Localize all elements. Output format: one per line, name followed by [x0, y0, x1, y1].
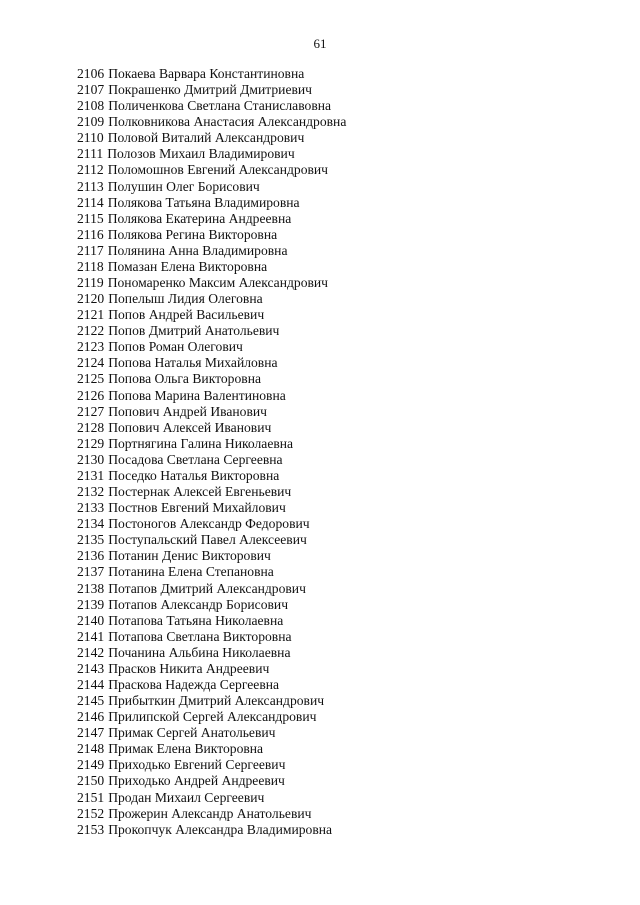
entry-full-name: Примак Сергей Анатольевич: [108, 725, 276, 741]
list-item: [77, 452, 346, 468]
entry-full-name: Поступальский Павел Алексеевич: [108, 532, 307, 548]
entry-full-name: Покаева Варвара Константиновна: [108, 66, 305, 81]
entry-full-name: Посадова Светлана Сергеевна: [108, 451, 283, 467]
entry-number: 2138: [77, 580, 105, 596]
list-item: [77, 307, 346, 323]
entry-number: 2106: [77, 66, 105, 81]
list-item: [77, 773, 346, 789]
entry-number: 2145: [77, 693, 105, 709]
list-item: [77, 790, 346, 806]
entry-full-name: Половой Виталий Александрович: [107, 130, 305, 146]
list-item: [77, 516, 346, 532]
entry-number: 2109: [77, 114, 105, 130]
entry-full-name: Потапова Татьяна Николаевна: [108, 612, 284, 628]
entry-full-name: Полозов Михаил Владимирович: [107, 146, 295, 162]
list-item: [77, 757, 346, 773]
entry-number: 2148: [77, 741, 105, 757]
entry-number: 2139: [77, 596, 105, 612]
list-item: [77, 371, 346, 387]
entry-number: 2126: [77, 387, 105, 403]
entry-full-name: Потапова Светлана Викторовна: [108, 628, 292, 644]
entry-full-name: Прокопчук Александра Владимировна: [108, 821, 333, 837]
entry-full-name: Попов Дмитрий Анатольевич: [108, 323, 280, 339]
entry-full-name: Полковникова Анастасия Александровна: [108, 114, 347, 130]
list-item: [77, 162, 346, 178]
entry-full-name: Прожерин Александр Анатольевич: [108, 805, 312, 821]
list-item: [77, 725, 346, 741]
list-item: [77, 404, 346, 420]
entry-full-name: Постоногов Александр Федорович: [108, 516, 310, 532]
entry-number: 2133: [77, 500, 105, 516]
entry-number: 2132: [77, 484, 105, 500]
list-item: [77, 82, 346, 98]
entry-full-name: Попович Алексей Иванович: [108, 419, 272, 435]
page-number: 61: [313, 36, 327, 51]
list-item: [77, 275, 346, 291]
entry-number: 2134: [77, 516, 105, 532]
entry-number: 2110: [77, 130, 104, 146]
entry-number: 2152: [77, 805, 105, 821]
entry-full-name: Портнягина Галина Николаевна: [108, 435, 294, 451]
entry-full-name: Поседко Наталья Викторовна: [108, 467, 280, 483]
list-item: [77, 629, 346, 645]
list-item: [77, 98, 346, 114]
entry-full-name: Покрашенко Дмитрий Дмитриевич: [108, 82, 313, 98]
name-list: [77, 66, 346, 838]
list-item: [77, 468, 346, 484]
list-item: [77, 420, 346, 436]
list-item: [77, 355, 346, 371]
entry-number: 2140: [77, 612, 105, 628]
entry-number: 2129: [77, 435, 105, 451]
entry-number: 2123: [77, 339, 105, 355]
entry-full-name: Приходько Евгений Сергеевич: [108, 757, 286, 773]
entry-full-name: Продан Михаил Сергеевич: [108, 789, 265, 805]
list-item: [77, 564, 346, 580]
entry-full-name: Приходько Андрей Андреевич: [108, 773, 285, 789]
entry-number: 2143: [77, 660, 105, 676]
entry-full-name: Потанина Елена Степановна: [108, 564, 274, 580]
entry-full-name: Пономаренко Максим Александрович: [107, 275, 329, 291]
list-item: [77, 822, 346, 838]
entry-number: 2125: [77, 371, 105, 387]
entry-full-name: Полянина Анна Владимировна: [107, 242, 288, 258]
list-item: [77, 130, 346, 146]
list-item: [77, 645, 346, 661]
entry-full-name: Потанин Денис Викторович: [108, 548, 271, 564]
list-item: [77, 597, 346, 613]
entry-full-name: Прасков Никита Андреевич: [108, 660, 270, 676]
entry-full-name: Полякова Регина Викторовна: [107, 226, 278, 242]
entry-full-name: Постнов Евгений Михайлович: [108, 500, 286, 516]
entry-number: 2107: [77, 82, 105, 98]
entry-number: 2115: [77, 210, 104, 226]
entry-number: 2128: [77, 419, 105, 435]
list-item: [77, 693, 346, 709]
entry-number: 2117: [77, 242, 104, 258]
entry-number: 2131: [77, 467, 105, 483]
entry-number: 2111: [77, 146, 104, 162]
list-item: [77, 677, 346, 693]
entry-full-name: Прибыткин Дмитрий Александрович: [108, 693, 325, 709]
list-item: [77, 323, 346, 339]
entry-number: 2122: [77, 323, 105, 339]
list-item: [77, 339, 346, 355]
entry-number: 2137: [77, 564, 105, 580]
entry-number: 2150: [77, 773, 105, 789]
entry-full-name: Потапов Александр Борисович: [108, 596, 289, 612]
list-item: [77, 613, 346, 629]
list-item: [77, 741, 346, 757]
list-item: [77, 661, 346, 677]
entry-number: 2112: [77, 162, 104, 178]
entry-number: 2146: [77, 709, 105, 725]
entry-number: 2136: [77, 548, 105, 564]
entry-full-name: Попова Ольга Викторовна: [108, 371, 261, 387]
list-item: [77, 548, 346, 564]
entry-number: 2144: [77, 676, 105, 692]
list-item: [77, 709, 346, 725]
list-item: [77, 211, 346, 227]
entry-full-name: Полякова Екатерина Андреевна: [107, 210, 292, 226]
entry-full-name: Полякова Татьяна Владимировна: [107, 194, 300, 210]
list-item: [77, 259, 346, 275]
entry-number: 2120: [77, 291, 105, 307]
entry-number: 2124: [77, 355, 105, 371]
entry-full-name: Помазан Елена Викторовна: [107, 258, 268, 274]
entry-number: 2141: [77, 628, 105, 644]
list-item: [77, 195, 346, 211]
entry-full-name: Постернак Алексей Евгеньевич: [108, 484, 292, 500]
entry-full-name: Попова Марина Валентиновна: [108, 387, 286, 403]
entry-full-name: Полушин Олег Борисович: [107, 178, 260, 194]
entry-number: 2130: [77, 451, 105, 467]
entry-number: 2114: [77, 194, 104, 210]
entry-full-name: Попова Наталья Михайловна: [108, 355, 278, 371]
list-item: [77, 179, 346, 195]
entry-full-name: Попович Андрей Иванович: [108, 403, 268, 419]
entry-number: 2147: [77, 725, 105, 741]
entry-number: 2135: [77, 532, 105, 548]
entry-number: 2153: [77, 821, 105, 837]
entry-number: 2121: [77, 307, 105, 323]
entry-full-name: Попелыш Лидия Олеговна: [108, 291, 263, 307]
list-item: [77, 291, 346, 307]
list-item: [77, 227, 346, 243]
list-item: [77, 532, 346, 548]
entry-full-name: Потапов Дмитрий Александрович: [108, 580, 306, 596]
list-item: [77, 484, 346, 500]
entry-number: 2119: [77, 275, 104, 291]
entry-number: 2116: [77, 226, 104, 242]
list-item: [77, 388, 346, 404]
entry-full-name: Попов Роман Олегович: [108, 339, 243, 355]
entry-full-name: Поломошнов Евгений Александрович: [107, 162, 329, 178]
entry-full-name: Примак Елена Викторовна: [108, 741, 264, 757]
entry-number: 2118: [77, 258, 104, 274]
entry-number: 2149: [77, 757, 105, 773]
entry-full-name: Попов Андрей Васильевич: [108, 307, 265, 323]
entry-full-name: Праскова Надежда Сергеевна: [108, 676, 280, 692]
list-item: [77, 581, 346, 597]
list-item: [77, 66, 346, 82]
list-item: [77, 243, 346, 259]
entry-number: 2142: [77, 644, 105, 660]
list-item: [77, 146, 346, 162]
entry-full-name: Почанина Альбина Николаевна: [108, 644, 291, 660]
entry-number: 2113: [77, 178, 104, 194]
list-item: [77, 500, 346, 516]
list-item: [77, 806, 346, 822]
entry-number: 2108: [77, 98, 105, 114]
entry-full-name: Поличенкова Светлана Станиславовна: [108, 98, 332, 114]
entry-full-name: Прилипской Сергей Александрович: [108, 709, 317, 725]
entry-number: 2127: [77, 403, 105, 419]
list-item: [77, 436, 346, 452]
entry-number: 2151: [77, 789, 105, 805]
list-item: [77, 114, 346, 130]
